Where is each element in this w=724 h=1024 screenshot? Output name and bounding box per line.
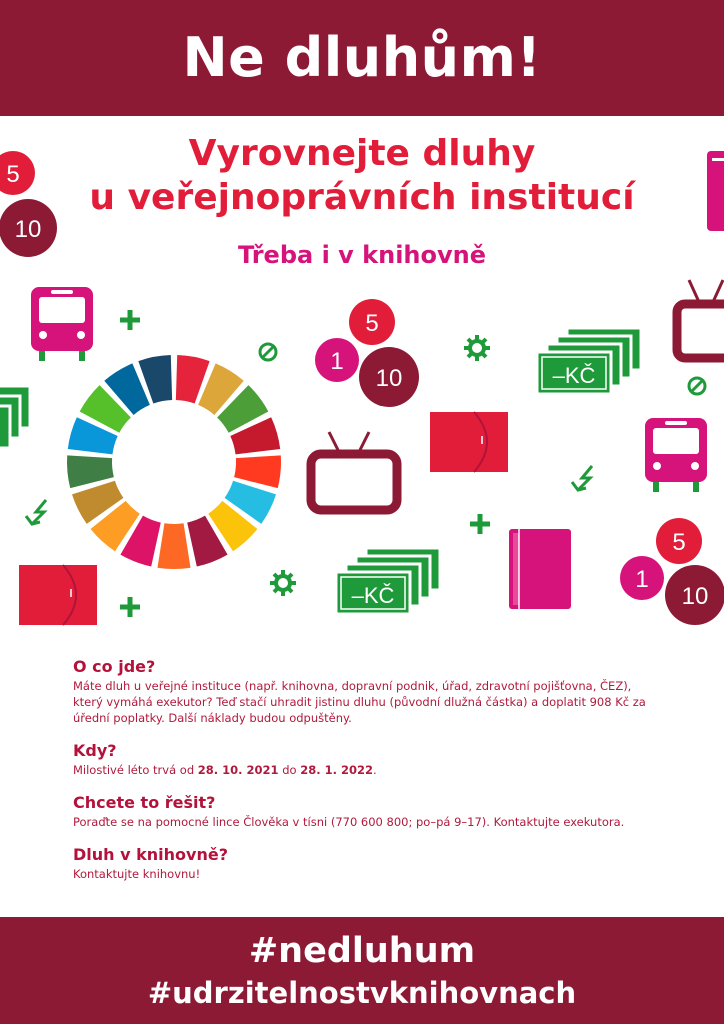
sdg-wheel <box>67 355 281 569</box>
info-block <box>73 656 663 896</box>
svg-text:10: 10 <box>14 216 42 243</box>
svg-text:1: 1 <box>330 348 344 375</box>
date-to: 28. 1. 2022 <box>300 763 373 777</box>
bus-icon <box>645 418 707 492</box>
book-icon <box>509 529 571 609</box>
bottom-banner <box>0 917 724 1024</box>
svg-text:5: 5 <box>365 310 379 337</box>
tv-icon <box>677 280 724 358</box>
plus-icon <box>470 514 490 534</box>
recycle-icon <box>26 500 46 524</box>
hashtag-nedluhum: #nedluhum <box>248 931 476 971</box>
no-entry-icon <box>689 378 705 394</box>
text-before: Milostivé léto trvá od <box>73 763 198 777</box>
coin-1 <box>315 338 359 382</box>
section-library <box>73 844 663 882</box>
plus-icon <box>120 597 140 617</box>
tv-icon <box>311 432 397 510</box>
money-icon <box>0 386 30 448</box>
svg-text:–KČ: –KČ <box>552 363 596 388</box>
no-entry-icon <box>260 344 276 360</box>
section-heading: Kdy? <box>73 741 117 760</box>
section-heading: O co jde? <box>73 657 156 676</box>
coin-5 <box>656 518 702 564</box>
svg-text:10: 10 <box>375 365 403 392</box>
book-icon <box>707 151 724 231</box>
coin-5 <box>0 151 35 195</box>
section-text: Kontaktujte knihovnu! <box>73 867 201 881</box>
headline-line1: Vyrovnejte dluhy <box>188 133 536 174</box>
text-mid: do <box>278 763 301 777</box>
svg-text:1: 1 <box>635 566 649 593</box>
section-when <box>73 740 663 778</box>
hashtag-udrzitelnost: #udrzitelnostvknihovnach <box>147 976 577 1010</box>
section-solve <box>73 792 663 830</box>
section-text <box>73 762 663 778</box>
gear-icon <box>464 335 490 361</box>
coin-1 <box>620 556 664 600</box>
gear-icon <box>270 570 296 596</box>
money-icon <box>537 328 641 394</box>
book-icon <box>19 565 97 625</box>
coin-10 <box>665 565 724 625</box>
date-from: 28. 10. 2021 <box>197 763 279 777</box>
book-icon <box>430 412 508 472</box>
section-text: Poraďte se na pomocné lince Člověka v tísni (770 600 800; po–pá 9–17). Kontaktujte exekutora. <box>73 815 625 829</box>
sdg-segment <box>234 455 281 488</box>
svg-text:5: 5 <box>6 161 20 188</box>
plus-icon <box>120 310 140 330</box>
section-heading: Chcete to řešit? <box>73 793 216 812</box>
bus-icon <box>31 287 93 361</box>
coin-5 <box>349 299 395 345</box>
sdg-segment <box>158 523 191 569</box>
section-what <box>73 656 663 726</box>
section-text: Máte dluh u veřejné instituce (např. knihovna, dopravní podnik, úřad, zdravotní pojišťovna, ČEZ), který vymáhá exekutor? Teď stačí uhradit jistinu dluhu (původní dlužná částka) a doplatit 908 Kč za úřední poplatky. Další náklady budou odpuštěny. <box>73 679 646 725</box>
section-heading: Dluh v knihovně? <box>73 845 228 864</box>
subheadline: Třeba i v knihovně <box>237 241 486 269</box>
money-icon <box>336 548 440 614</box>
coin-10 <box>359 347 419 407</box>
svg-text:–KČ: –KČ <box>351 583 395 608</box>
text-after: . <box>372 763 377 777</box>
page-title: Ne dluhům! <box>182 26 542 89</box>
svg-text:10: 10 <box>681 583 709 610</box>
coin-10 <box>0 199 57 257</box>
recycle-icon <box>572 466 592 490</box>
sdg-segment <box>67 455 114 488</box>
svg-text:5: 5 <box>672 529 686 556</box>
headline-line2: u veřejnoprávních institucí <box>89 177 635 218</box>
